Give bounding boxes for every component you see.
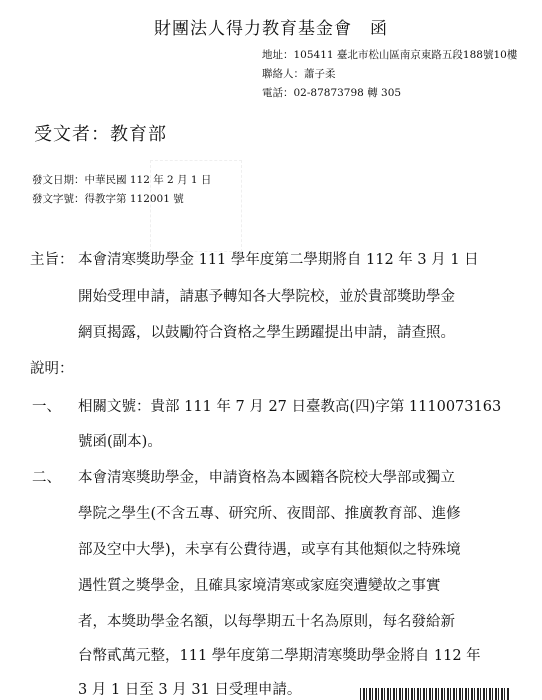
subject-label: 主旨： (30, 252, 74, 268)
faint-stamp-mark (150, 160, 242, 252)
item-number: 二、 (32, 470, 61, 486)
issue-date: 發文日期：中華民國 112 年 2 月 1 日 (32, 174, 212, 186)
item-line: 部及空中大學)，未享有公費待遇，或享有其他類似之特殊境 (78, 542, 461, 558)
item-line: 學院之學生(不含五專、研究所、夜間部、推廣教育部、進修 (78, 506, 461, 522)
subject-line: 開始受理申請，請惠予轉知各大學院校，並於貴部獎助學金 (78, 289, 455, 305)
address-line: 地址：105411 臺北市松山區南京東路五段188號10樓 (262, 49, 518, 61)
item-line: 台幣貳萬元整，111 學年度第二學期清寒獎助學金將自 112 年 (78, 648, 481, 664)
barcode-image (360, 688, 510, 700)
item-number: 一、 (32, 399, 61, 415)
organization-title: 財團法人得力教育基金會 函 (154, 19, 388, 39)
subject-line: 網頁揭露，以鼓勵符合資格之學生踴躍提出申請，請查照。 (78, 325, 455, 341)
item-line: 號函(副本)。 (78, 434, 162, 450)
contact-person-line: 聯絡人：蕭子柔 (262, 68, 336, 80)
explanation-label: 說明： (30, 361, 74, 377)
subject-line: 本會清寒獎助學金 111 學年度第二學期將自 112 年 3 月 1 日 (78, 252, 479, 268)
item-line: 遇性質之獎學金，且確具家境清寒或家庭突遭變故之事實 (78, 578, 441, 594)
contact-block (262, 46, 517, 103)
item-line: 本會清寒獎助學金，申請資格為本國籍各院校大學部或獨立 (78, 470, 455, 486)
item-line: 相關文號：貴部 111 年 7 月 27 日臺教高(四)字第 1110073163 (78, 399, 502, 415)
phone-line: 電話：02-87873798 轉 305 (262, 87, 402, 99)
item-line: 3 月 1 日至 3 月 31 日受理申請。 (78, 682, 302, 698)
recipient-line: 受文者：教育部 (34, 124, 167, 145)
item-line: 者，本獎助學金名額，以每學期五十名為原則，每名發給新 (78, 614, 455, 630)
document-number: 發文字號：得教字第 112001 號 (32, 193, 184, 205)
